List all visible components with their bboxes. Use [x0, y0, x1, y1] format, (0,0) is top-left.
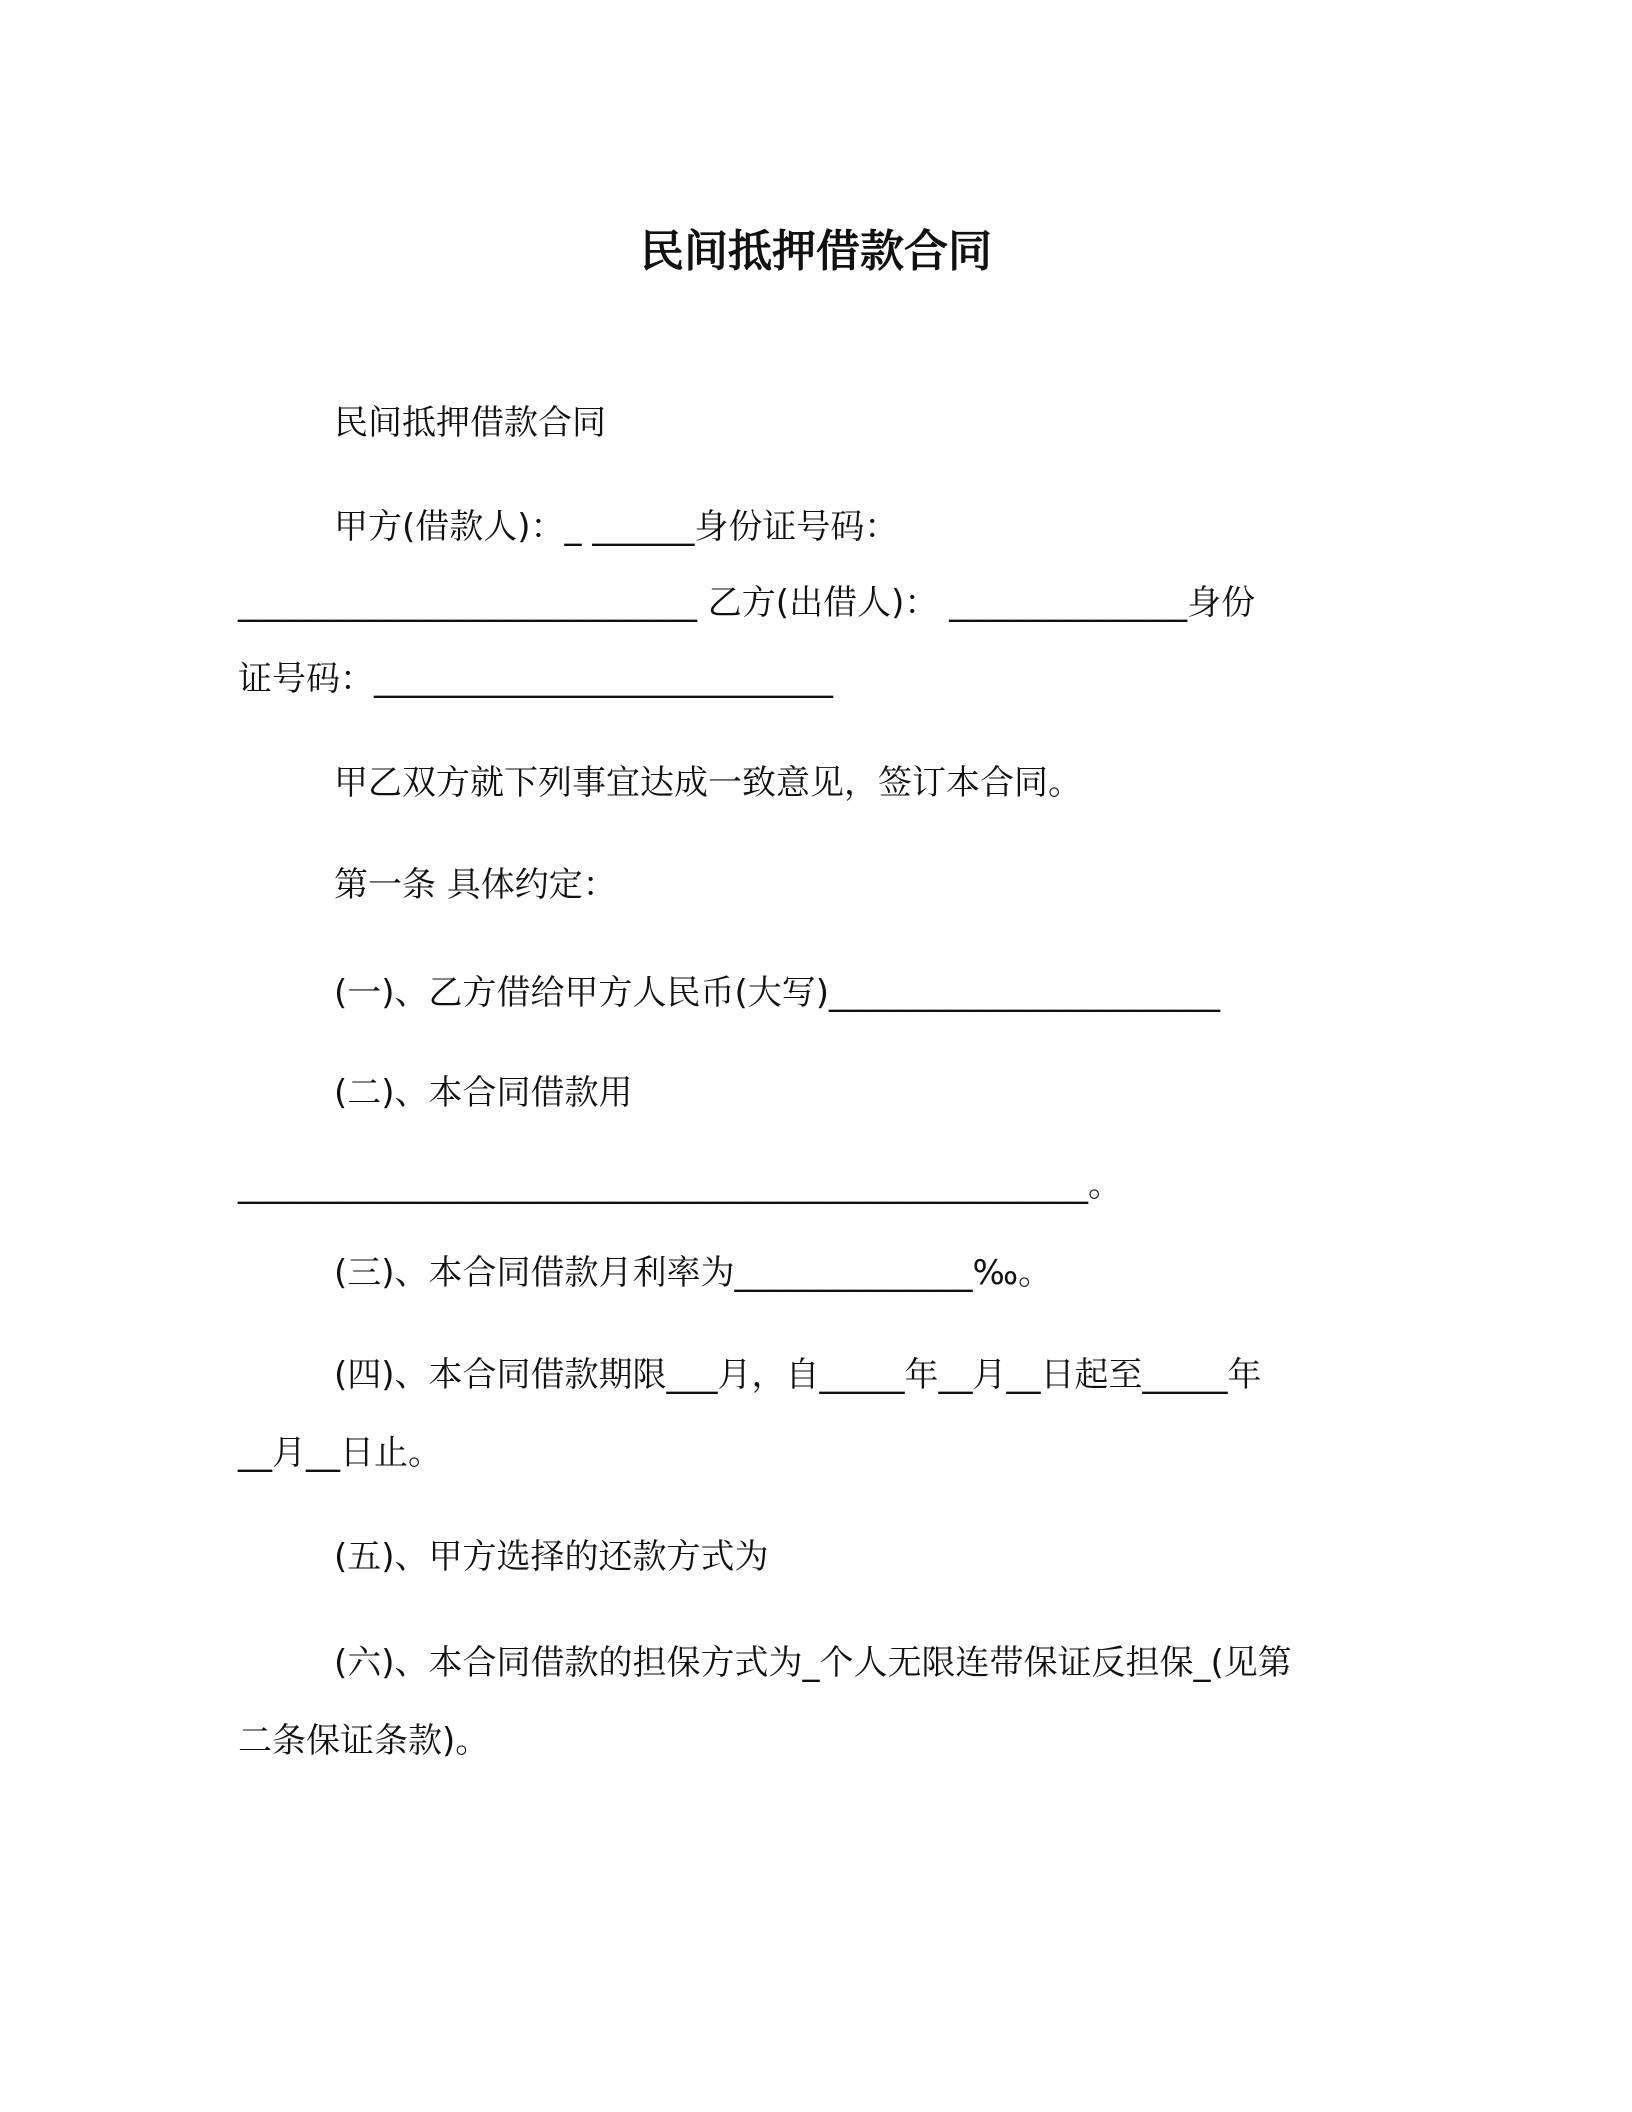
clause-four-line: (四)、本合同借款期限___月，自_____年__月__日起至_____年 — [334, 1355, 1262, 1395]
agreement-intro-line: 甲乙双方就下列事宜达成一致意见，签订本合同。 — [334, 763, 1082, 803]
clause-five-line: (五)、甲方选择的还款方式为 — [334, 1537, 769, 1577]
clause-six-end-line: 二条保证条款)。 — [238, 1721, 490, 1761]
party-b-line: ___________________________ 乙方(出借人)： ______________身份 — [238, 583, 1256, 623]
clause-one-line: (一)、乙方借给甲方人民币(大写)_______________________ — [334, 973, 1221, 1013]
clause-two-line: (二)、本合同借款用 — [334, 1073, 633, 1113]
clause-six-line: (六)、本合同借款的担保方式为_个人无限连带保证反担保_(见第 — [334, 1643, 1292, 1683]
clause-four-end-line: __月__日止。 — [238, 1433, 442, 1473]
article-one-heading: 第一条 具体约定： — [334, 865, 617, 905]
clause-two-purpose-line: __________________________________________________。 — [238, 1165, 1122, 1205]
party-b-id-line: 证号码：___________________________ — [238, 659, 833, 699]
subtitle-line: 民间抵押借款合同 — [334, 403, 606, 443]
party-a-line: 甲方(借款人)：_ ______身份证号码： — [334, 507, 899, 547]
clause-three-line: (三)、本合同借款月利率为______________‰。 — [334, 1253, 1053, 1293]
document-title: 民间抵押借款合同 — [640, 226, 992, 277]
